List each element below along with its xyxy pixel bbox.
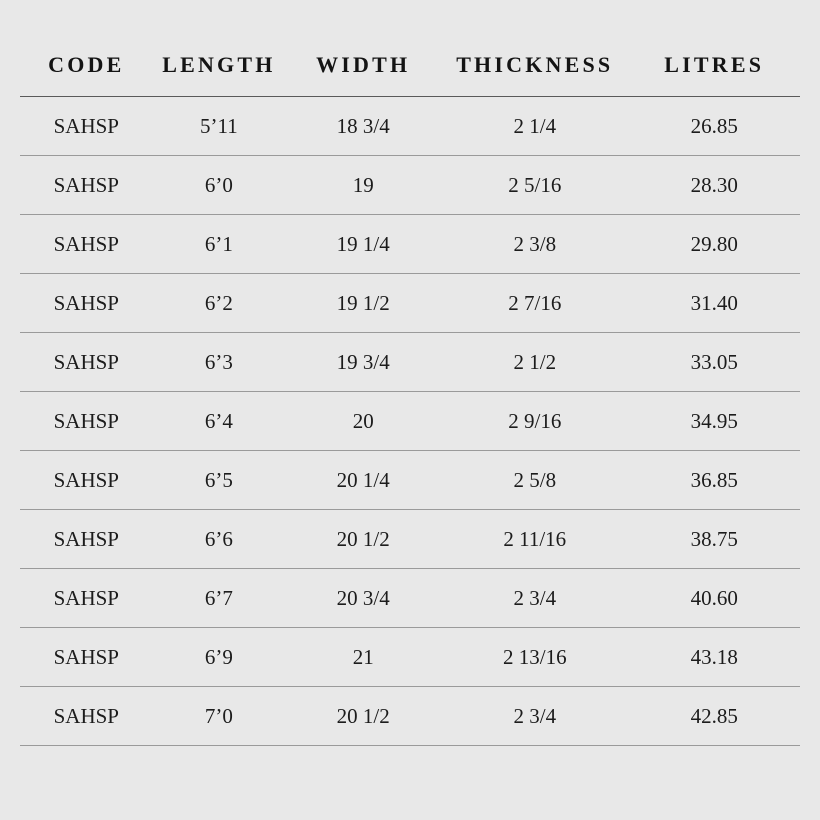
cell-code: SAHSP	[20, 510, 153, 569]
cell-thickness: 2 3/4	[441, 687, 628, 746]
cell-litres: 34.95	[628, 392, 800, 451]
cell-code: SAHSP	[20, 569, 153, 628]
table-row	[20, 510, 800, 569]
cell-litres: 29.80	[628, 215, 800, 274]
cell-litres: 42.85	[628, 687, 800, 746]
cell-width: 19 3/4	[285, 333, 441, 392]
table-row	[20, 274, 800, 333]
table-row	[20, 569, 800, 628]
table-row	[20, 687, 800, 746]
table-row	[20, 392, 800, 451]
cell-length: 6’3	[153, 333, 286, 392]
cell-litres: 33.05	[628, 333, 800, 392]
cell-code: SAHSP	[20, 333, 153, 392]
cell-width: 20 1/2	[285, 510, 441, 569]
cell-width: 19	[285, 156, 441, 215]
cell-code: SAHSP	[20, 156, 153, 215]
cell-length: 5’11	[153, 97, 286, 156]
cell-thickness: 2 1/4	[441, 97, 628, 156]
cell-length: 6’0	[153, 156, 286, 215]
table-body	[20, 97, 800, 746]
cell-width: 20 3/4	[285, 569, 441, 628]
table-header	[20, 52, 800, 97]
cell-width: 20 1/4	[285, 451, 441, 510]
table-row	[20, 156, 800, 215]
column-header-length: LENGTH	[162, 52, 276, 77]
cell-width: 20	[285, 392, 441, 451]
cell-thickness: 2 9/16	[441, 392, 628, 451]
cell-length: 6’1	[153, 215, 286, 274]
cell-code: SAHSP	[20, 392, 153, 451]
cell-thickness: 2 5/16	[441, 156, 628, 215]
cell-code: SAHSP	[20, 215, 153, 274]
cell-width: 21	[285, 628, 441, 687]
cell-width: 19 1/2	[285, 274, 441, 333]
cell-code: SAHSP	[20, 628, 153, 687]
cell-thickness: 2 11/16	[441, 510, 628, 569]
table-row	[20, 628, 800, 687]
cell-length: 6’7	[153, 569, 286, 628]
table-row	[20, 451, 800, 510]
cell-length: 6’5	[153, 451, 286, 510]
cell-width: 19 1/4	[285, 215, 441, 274]
board-specifications-table	[20, 52, 800, 746]
column-header-thickness: THICKNESS	[456, 52, 614, 77]
column-header-width: WIDTH	[316, 52, 411, 77]
cell-thickness: 2 1/2	[441, 333, 628, 392]
cell-litres: 28.30	[628, 156, 800, 215]
column-header-code: CODE	[48, 52, 125, 77]
cell-thickness: 2 3/8	[441, 215, 628, 274]
cell-thickness: 2 13/16	[441, 628, 628, 687]
cell-width: 18 3/4	[285, 97, 441, 156]
cell-length: 6’2	[153, 274, 286, 333]
cell-litres: 40.60	[628, 569, 800, 628]
cell-width: 20 1/2	[285, 687, 441, 746]
cell-litres: 31.40	[628, 274, 800, 333]
table-row	[20, 97, 800, 156]
cell-litres: 43.18	[628, 628, 800, 687]
cell-length: 6’4	[153, 392, 286, 451]
cell-code: SAHSP	[20, 451, 153, 510]
cell-thickness: 2 5/8	[441, 451, 628, 510]
table-row	[20, 333, 800, 392]
cell-code: SAHSP	[20, 97, 153, 156]
table-row	[20, 215, 800, 274]
cell-length: 6’6	[153, 510, 286, 569]
table-header-row	[20, 52, 800, 97]
cell-litres: 38.75	[628, 510, 800, 569]
cell-thickness: 2 7/16	[441, 274, 628, 333]
cell-litres: 36.85	[628, 451, 800, 510]
cell-length: 6’9	[153, 628, 286, 687]
cell-litres: 26.85	[628, 97, 800, 156]
cell-thickness: 2 3/4	[441, 569, 628, 628]
cell-code: SAHSP	[20, 274, 153, 333]
cell-code: SAHSP	[20, 687, 153, 746]
column-header-litres: LITRES	[664, 52, 765, 77]
cell-length: 7’0	[153, 687, 286, 746]
